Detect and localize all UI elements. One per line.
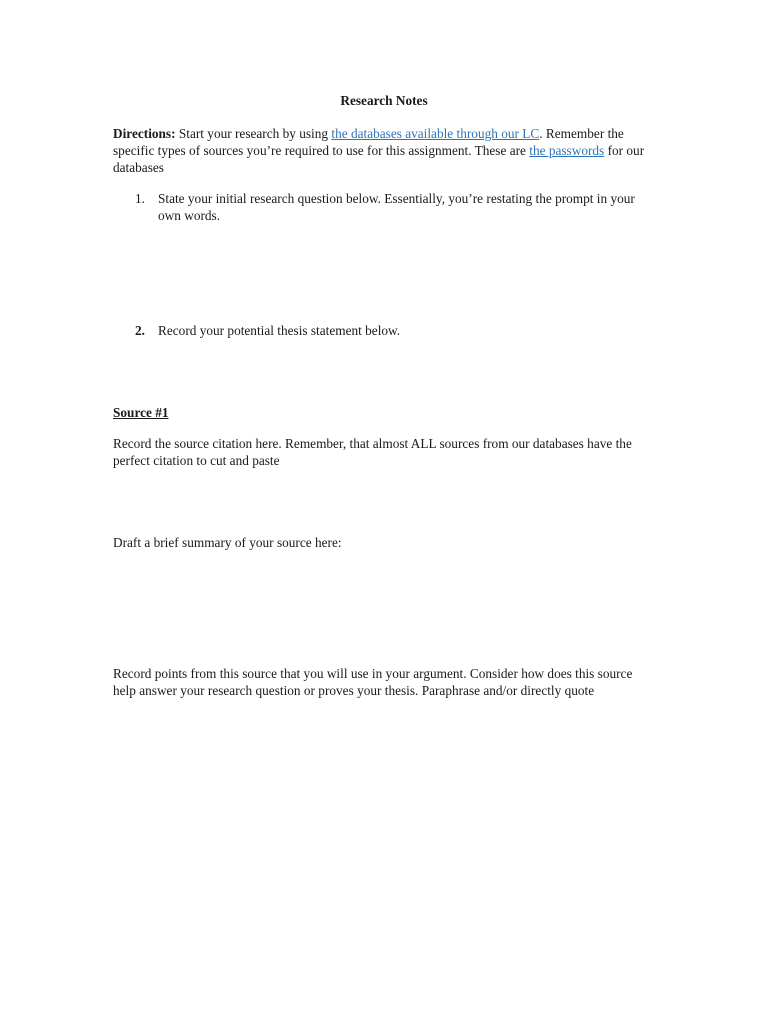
directions-text-2: . Remember the specific types of sources you’re required to use for this assignment. These are	[113, 126, 624, 158]
directions-text-1: Start your research by using	[175, 126, 332, 141]
points-instruction: Record points from this source that you will use in your argument. Consider how does this source help answer your research question or proves your thesis. Paraphrase and/or directly quote	[113, 666, 633, 698]
directions-text-3: for our databases	[113, 143, 645, 175]
databases-link[interactable]: the databases available through our LC	[331, 126, 540, 141]
list-text: Record your potential thesis statement below.	[158, 323, 401, 338]
source-heading: Source #1	[113, 405, 169, 420]
directions-label: Directions:	[113, 126, 176, 141]
passwords-link[interactable]: the passwords	[529, 143, 605, 158]
summary-instruction: Draft a brief summary of your source here:	[113, 535, 342, 550]
list-text: State your initial research question below. Essentially, you’re restating the prompt in your own words.	[158, 191, 635, 223]
list-number: 2.	[135, 323, 145, 338]
page-title: Research Notes	[340, 93, 428, 108]
citation-instruction: Record the source citation here. Remember, that almost ALL sources from our databases have the perfect citation to cut and paste	[113, 436, 632, 468]
list-number: 1.	[135, 191, 145, 206]
directions-paragraph	[113, 125, 658, 176]
